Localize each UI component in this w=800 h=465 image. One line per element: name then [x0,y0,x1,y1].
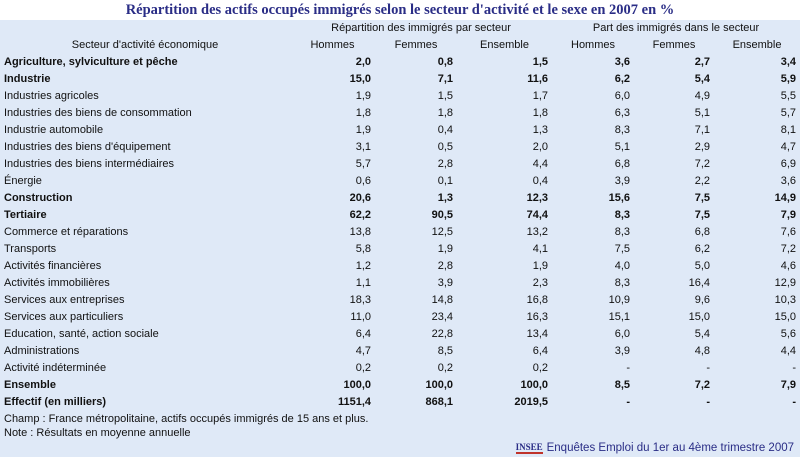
row-value: 12,3 [526,192,549,204]
row-value: 1,5 [437,90,453,102]
row-value: 62,2 [349,209,371,221]
row-value: 23,4 [431,311,453,323]
row-value: 3,9 [437,277,453,289]
row-value: 0,5 [437,141,453,153]
row-value: 4,4 [532,158,549,170]
insee-logo: INSEE [515,441,543,452]
row-value: 4,0 [614,260,631,272]
row-value: 6,8 [694,226,711,238]
row-label: Services aux particuliers [4,311,124,323]
row-value: 7,5 [614,243,631,255]
row-value: 5,0 [694,260,711,272]
row-value: 7,5 [694,192,711,204]
table-row [0,292,800,309]
row-value: 0,1 [437,175,453,187]
row-value: 14,9 [774,192,797,204]
row-label: Construction [4,192,73,204]
row-value: 5,6 [780,328,797,340]
row-value: 6,4 [355,328,371,340]
row-value: 100,0 [425,379,453,391]
row-value: 6,2 [614,73,631,85]
row-value: 0,4 [437,124,453,136]
row-value: 13,8 [349,226,371,238]
note-champ: Champ : France métropolitaine, actifs occupés immigrés de 15 ans et plus. [4,413,369,425]
row-value: 4,6 [780,260,797,272]
row-value: 2,9 [694,141,711,153]
row-value: 1,8 [437,107,453,119]
table-row [0,122,800,139]
row-value: 22,8 [431,328,453,340]
table-row [0,105,800,122]
row-value: 8,1 [780,124,797,136]
header-hommes-2: Hommes [571,39,616,51]
row-value: 15,6 [608,192,631,204]
row-value: 9,6 [694,294,711,306]
row-value: 0,2 [532,362,549,374]
header-ensemble-2: Ensemble [732,39,782,51]
row-value: 15,0 [349,73,371,85]
row-label: Énergie [4,175,42,187]
row-value: 5,8 [355,243,371,255]
row-value: 3,4 [780,56,797,68]
notes-area [0,411,800,457]
row-value: 1,8 [532,107,549,119]
row-value: 18,3 [349,294,371,306]
row-value: 8,5 [437,345,453,357]
row-value: 16,4 [688,277,711,289]
row-label: Industries des biens intermédiaires [4,158,174,170]
row-value: 7,9 [780,379,797,391]
row-value: 11,0 [350,311,371,323]
row-value: 0,2 [355,362,371,374]
table-row [0,377,800,394]
table-title: Répartition des actifs occupés immigrés selon le secteur d'activité et le sexe en 2007 en % [0,0,800,20]
row-value: 16,8 [526,294,549,306]
table-row [0,275,800,292]
row-value: - [706,362,711,374]
table-row [0,394,800,411]
row-value: 8,3 [614,226,631,238]
row-value: 0,8 [437,56,453,68]
row-label: Industrie [4,73,51,85]
row-value: 4,1 [532,243,549,255]
row-value: 8,3 [614,277,631,289]
row-value: 2,3 [532,277,549,289]
table-row [0,360,800,377]
header-row-columns [0,37,800,54]
row-value: 7,1 [437,73,453,85]
row-value: 12,9 [774,277,797,289]
row-value: 13,4 [526,328,549,340]
row-value: 10,3 [774,294,797,306]
row-value: 10,9 [608,294,631,306]
row-label: Agriculture, sylviculture et pêche [4,56,178,68]
row-value: 3,1 [355,141,371,153]
row-value: 4,8 [694,345,711,357]
header-group-repartition: Répartition des immigrés par secteur [331,22,511,34]
table-row [0,224,800,241]
row-label: Industries des biens de consommation [4,107,192,119]
row-value: 1,5 [532,56,549,68]
row-value: 5,7 [780,107,797,119]
row-value: 13,2 [526,226,549,238]
row-value: 74,4 [526,209,549,221]
row-label: Administrations [4,345,80,357]
row-value: 1,3 [437,192,453,204]
table-row [0,258,800,275]
table-row [0,173,800,190]
row-label: Industrie automobile [4,124,104,136]
row-label: Activité indéterminée [4,362,107,374]
row-value: 0,2 [437,362,453,374]
header-group-part: Part des immigrés dans le secteur [592,22,760,34]
row-value: 7,2 [694,379,711,391]
header-empty [0,20,290,37]
row-value: - [626,362,631,374]
row-value: 6,0 [614,90,631,102]
row-label: Education, santé, action sociale [4,328,159,340]
row-value: 1,9 [355,90,371,102]
row-label: Industries des biens d'équipement [4,141,171,153]
row-value: 15,0 [688,311,711,323]
row-value: 7,9 [780,209,797,221]
row-value: 1,3 [532,124,549,136]
row-value: 6,8 [614,158,631,170]
row-value: 7,2 [780,243,797,255]
table-row [0,190,800,207]
row-value: 6,3 [614,107,631,119]
row-value: 7,2 [694,158,711,170]
row-value: 1,7 [532,90,549,102]
row-label: Activités financières [4,260,102,272]
table-row [0,241,800,258]
row-label: Transports [4,243,57,255]
row-value: 2,0 [532,141,549,153]
row-value: 6,9 [780,158,797,170]
row-value: 1,9 [355,124,371,136]
row-value: 2019,5 [514,396,549,408]
row-value: 1,1 [355,277,371,289]
header-sector: Secteur d'activité économique [71,39,219,51]
row-value: - [706,396,711,408]
row-value: 8,5 [614,379,631,391]
header-hommes-1: Hommes [310,39,355,51]
row-value: 6,0 [614,328,631,340]
row-value: 4,7 [355,345,371,357]
row-value: 6,4 [532,345,549,357]
row-label: Activités immobilières [4,277,110,289]
row-label: Effectif (en milliers) [4,396,107,408]
row-label: Industries agricoles [4,90,99,102]
row-value: 2,0 [355,56,371,68]
row-value: 3,9 [614,175,631,187]
row-value: 1,2 [355,260,371,272]
row-value: 11,6 [527,73,549,85]
header-row-groups [0,20,800,37]
row-value: 5,1 [694,107,711,119]
row-value: 4,9 [694,90,711,102]
table-row [0,139,800,156]
table-row [0,343,800,360]
row-value: 7,6 [780,226,797,238]
row-value: 868,1 [425,396,453,408]
row-value: 100,0 [520,379,549,391]
row-value: 4,4 [780,345,797,357]
row-value: 3,6 [780,175,797,187]
row-value: 0,6 [355,175,371,187]
row-value: 90,5 [431,209,453,221]
row-value: 6,2 [694,243,711,255]
row-value: 5,5 [780,90,797,102]
note-resultats: Note : Résultats en moyenne annuelle [4,427,191,439]
table-row [0,88,800,105]
row-value: 2,8 [437,260,453,272]
row-value: 7,5 [694,209,711,221]
row-value: - [792,396,797,408]
row-value: 1151,4 [337,396,371,408]
header-ensemble-1: Ensemble [480,39,529,51]
row-value: 5,4 [694,328,711,340]
row-value: 1,9 [532,260,549,272]
row-value: 2,2 [694,175,711,187]
table-row [0,156,800,173]
row-value: 100,0 [343,379,371,391]
row-value: 5,7 [355,158,371,170]
data-table [0,20,800,411]
row-value: 5,1 [614,141,631,153]
row-value: 8,3 [614,124,631,136]
row-value: 15,0 [774,311,797,323]
row-label: Tertiaire [4,209,47,221]
table-row [0,207,800,224]
row-value: 14,8 [431,294,453,306]
row-value: 15,1 [608,311,631,323]
row-value: 3,6 [614,56,631,68]
row-value: 5,4 [694,73,711,85]
row-value: 12,5 [431,226,453,238]
row-label: Ensemble [4,379,56,391]
source-text: Enquêtes Emploi du 1er au 4ème trimestre 2007 [546,442,794,454]
table-row [0,71,800,88]
row-value: 4,7 [780,141,797,153]
row-value: - [626,396,631,408]
row-value: 2,7 [694,56,711,68]
row-value: - [792,362,797,374]
row-value: 0,4 [532,175,549,187]
row-label: Commerce et réparations [4,226,129,238]
row-value: 2,8 [437,158,453,170]
row-value: 16,3 [526,311,549,323]
source-line [516,440,794,456]
table-row [0,309,800,326]
row-value: 5,9 [780,73,797,85]
row-value: 1,8 [355,107,371,119]
table-row [0,326,800,343]
table-body [0,54,800,411]
row-value: 3,9 [614,345,631,357]
header-femmes-2: Femmes [652,39,696,51]
header-femmes-1: Femmes [394,39,438,51]
row-value: 8,3 [614,209,631,221]
row-value: 1,9 [437,243,453,255]
table-row [0,54,800,71]
row-value: 7,1 [694,124,711,136]
row-label: Services aux entreprises [4,294,125,306]
row-value: 20,6 [349,192,371,204]
